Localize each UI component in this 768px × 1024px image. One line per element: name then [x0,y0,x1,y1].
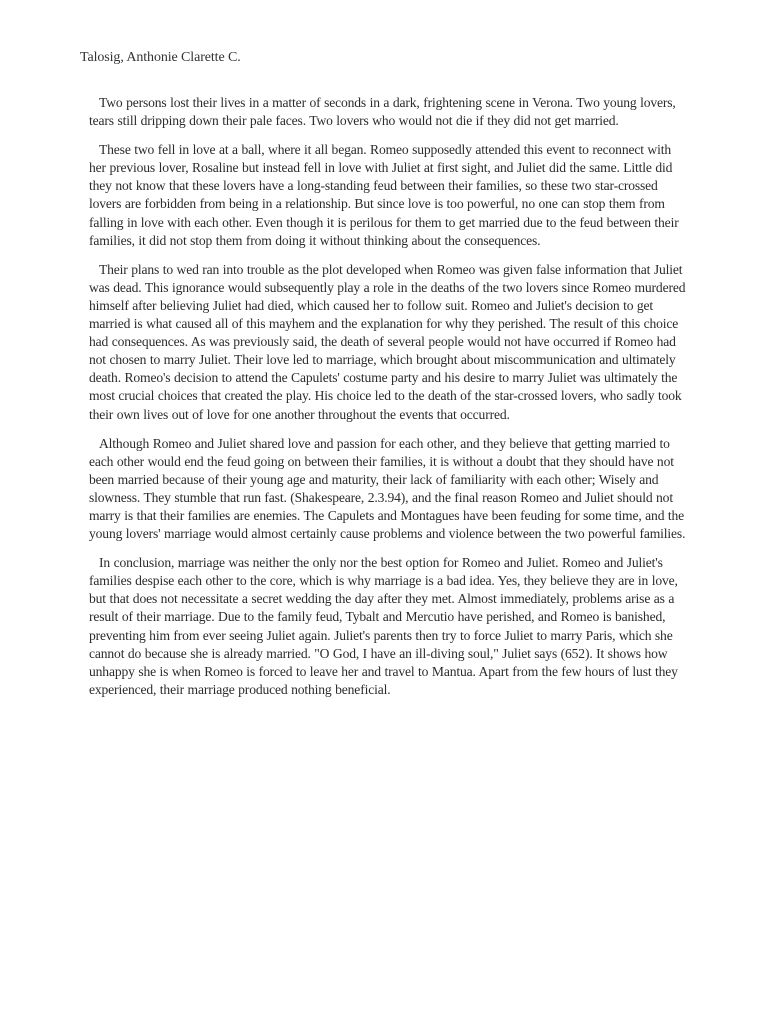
paragraph-conclusion: In conclusion, marriage was neither the only nor the best option for Romeo and Juliet. Romeo and Juliet's families despise each other to the core, which is why marriage is a bad idea. Yes, they believe they are in love, but that does not necessitate a secret wedding the day after they met. Almost immediately, problems arise as a result of their marriage. Due to the family feud, Tybalt and Mercutio have perished, and Romeo is banished, preventing him from ever seeing Juliet again. Juliet's parents then try to force Juliet to marry Paris, which she cannot do because she is already married. "O God, I have an ill-diving soul," Juliet says (652). It shows how unhappy she is when Romeo is forced to leave her and travel to Mantua. Apart from the few hours of lust they experienced, their marriage produced nothing beneficial. [89,555,678,697]
paragraph-plans: Their plans to wed ran into trouble as the plot developed when Romeo was given false information that Juliet was dead. This ignorance would subsequently play a role in the deaths of the two lovers since Romeo murdered himself after believing Juliet had died, which caused her to follow suit. Romeo and Juliet's decision to get married is what caused all of this mayhem and the explanation for why they perished. The result of this choice had consequences. As was previously said, the death of several people would not have occurred if Romeo had not chosen to marry Juliet. Their love led to marriage, which brought about miscommunication and ultimately death. Romeo's decision to attend the Capulets' costume party and his desire to marry Juliet was ultimately the most crucial choices that created the play. His choice led to the death of the star-crossed lovers, who sadly took their own lives out of love for one another throughout the events that occurred. [89,261,686,422]
author-name: Talosig, Anthonie Clarette C. [80,50,241,65]
paragraph-intro: Two persons lost their lives in a matter of seconds in a dark, frightening scene in Verona. Two young lovers, tears still dripping down their pale faces. Two lovers who would not die if they did not get married. [89,95,676,129]
paragraph-ball: These two fell in love at a ball, where it all began. Romeo supposedly attended this event to reconnect with her previous lover, Rosaline but instead fell in love with Juliet at first sight, and Juliet did the same. Little did they not know that these lovers have a long-standing feud between their families, so these two star-crossed lovers are forbidden from being in a relationship. But since love is too powerful, no one can stop them from falling in love with each other. Even though it is perilous for them to get married due to the feud between their families, it did not stop them from doing it without thinking about the consequences. [89,142,679,248]
essay-body [89,94,689,710]
paragraph-although: Although Romeo and Juliet shared love and passion for each other, and they believe that getting married to each other would end the feud going on between their families, it is without a doubt that they should have not been married because of their young age and maturity, their lack of familiarity with each other; Wisely and slowness. They stumble that run fast. (Shakespeare, 2.3.94), and the final reason Romeo and Juliet should not marry is that their families are enemies. The Capulets and Montagues have been feuding for some time, and the young lovers' marriage would almost certainly cause problems and violence between the two powerful families. [89,435,686,542]
